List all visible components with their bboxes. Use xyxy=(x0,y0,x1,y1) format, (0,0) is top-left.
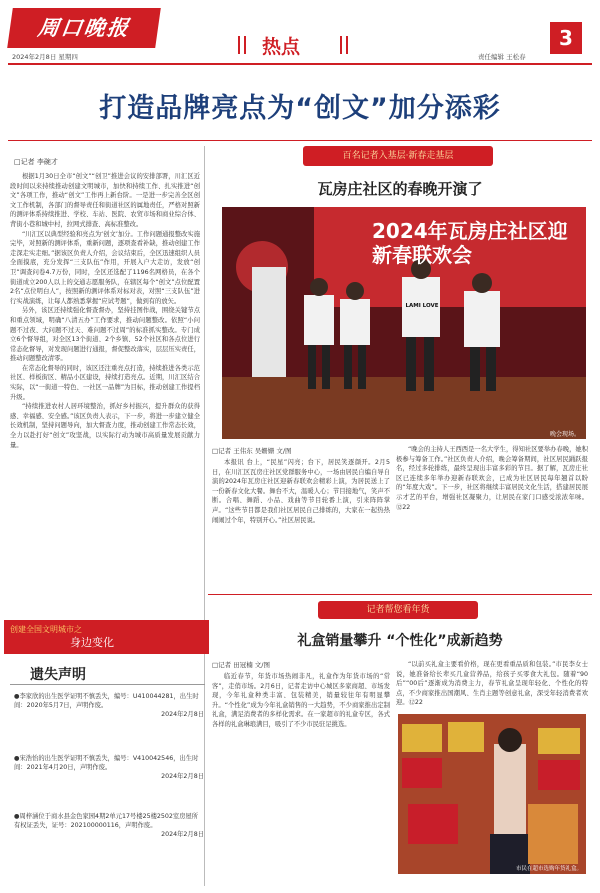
story2-title: 礼盒销量攀升 “个性化”成新趋势 xyxy=(297,633,503,649)
notice-text: ●李家欣的出生医学证明不慎丢失，编号：U410044281，出生时间：2020年5月7日，声明作废。 xyxy=(14,693,199,710)
lead-para: 另外，该区还持续强化督查督办，坚持挂图作战，围绕关键节点和重点领域，明确“八清五办”工作要求，推动问题整改。依照“小问题不过夜、大问题不过天、难问题不过周”的标准抓实整改。专门成立6个督导组，对全区13个街道、2个乡镇、52个社区和各点位进行常态化督导，对发现问题进行通报，督促整改落实，层层压实责任，推动问题整改清零。 xyxy=(10,307,200,363)
story2-top-rule xyxy=(208,594,592,595)
section-label: 热点 xyxy=(262,36,301,58)
story2-photo xyxy=(398,714,586,874)
lead-para: 根据1月30日全市“创文”“创卫”推进会议的安排部署，川汇区近段时间以来持续推动创建文明城市，加快和持续工作、扎实推进“创文”各项工作，推动“创文”工作再上新台阶。一是进一步完善全区创文工作机制，各部门的督导责任和街道社区的属地责任，严格对照新的测评体系持续推进、学校、车站、医院、农贸市场和商业综合体、背街小巷和城中村，拉网式排查、高标准整改。 xyxy=(10,173,200,228)
story2-byline: □记者 田冠楠 文/图 xyxy=(212,661,270,669)
photo1-credit: 晚会现场。 xyxy=(550,431,581,438)
story2-col2: “以前买礼盒主要看价格，现在更看重品质和包装。”市民李女士说，她准备给长辈买几盒营养品，给孩子买零食大礼包。随着“90后”“00后”逐渐成为消费主力，春节礼盒呈现年轻化、个性化的特点，不少商家推出国潮风、生肖主题等创意礼盒，深受年轻消费者欢迎。⑫22 xyxy=(396,661,588,707)
notice-rule xyxy=(10,684,205,685)
stage-banner-text: 2024年瓦房庄社区迎新春联欢会 xyxy=(372,219,568,267)
notice-item xyxy=(14,692,204,720)
story1-col1: 本报讯 台上，“民星”闪亮；台下，居民笑逐颜开。2月5日，在川汇区瓦房庄社区党群服务中心，一场由居民自编自导自演的2024年瓦房庄社区迎新春联欢会精彩上演，为居民送上了一份新春文化大餐。舞台不大，温暖人心；节目接地气，笑声不断。合唱、舞蹈、小品、戏曲等节目轮番上演，引来阵阵掌声。“这些节目都是我们社区居民自己排练的，大家在一起热热闹闹过个年，特别开心。”社区居民说。 xyxy=(212,459,390,524)
story2-col1: 临近春节，年货市场热闹非凡，礼盒作为年货市场的“常客”，走俏市场。2月6日，记者走访中心城区多家商超、市场发现，今年礼盒种类丰富、包装精美，销量较往年有明显攀升。“个性化”成为今年礼盒销售的一大趋势，不少商家推出定制礼盒，满足消费者的多样化需求。在一家超市的礼盒专区，各式各样的礼盒琳琅满目，吸引了不少市民驻足挑选。 xyxy=(212,673,390,728)
notice-date: 2024年2月8日 xyxy=(161,773,204,781)
notice-text: ●周梓涵位于商水县金色家园4期2单元17号楼25楼2502室房屋所有权证丢失，证号：202100000116，声明作废。 xyxy=(14,813,199,830)
issue-date: 2024年2月8日 星期四 xyxy=(12,53,78,61)
shopping-photo-icon xyxy=(398,714,586,874)
story1-photo xyxy=(222,207,586,439)
column-divider xyxy=(204,146,205,886)
notice-item xyxy=(14,812,204,840)
lead-story-body xyxy=(10,172,200,450)
notice-date: 2024年2月8日 xyxy=(161,831,204,839)
civility-banner-line2: 身边变化 xyxy=(70,636,114,649)
editor-credit: 责任编辑 王松春 xyxy=(478,53,526,61)
shirt-text: LAMI LOVE xyxy=(405,303,439,309)
story1-title: 瓦房庄社区的春晚开演了 xyxy=(317,180,483,198)
lead-para: 在常态化督导的同时，该区还注重亮点打造，持续推进各类示范社区、样板街区、精品小区建设，持续打造亮点。近期，川汇区结合实际，以“一街道一特色、一社区一品牌”为目标，推动创建工作提档升级。 xyxy=(10,364,200,401)
story1-caption: □记者 王伟东 吴姗姗 文/图 xyxy=(212,447,292,455)
civility-banner xyxy=(4,620,209,654)
main-headline: 打造品牌亮点为“创文”加分添彩 xyxy=(99,93,501,124)
notice-date: 2024年2月8日 xyxy=(161,711,204,719)
story1-col2: “晚会的主持人王西西是一名大学生，得知社区要举办春晚，她积极参与筹备工作。”社区负责人介绍，晚会筹备期间，社区居民踊跃报名，经过多轮排练，最终呈现出丰富多彩的节目。据了解，瓦房庄社区已连续多年举办迎新春联欢会，已成为社区居民每年翘首以盼的“年度大戏”。下一步，社区将继续丰富居民文化生活，搭建居民展示才艺的平台，增强社区凝聚力，让居民在家门口感受浓浓年味。⑫22 xyxy=(396,446,588,511)
notice-text: ●宋浩怡的出生医学证明不慎丢失，编号：V410042546，出生时间：2021年4月20日，声明作废。 xyxy=(14,755,199,772)
story1-banner xyxy=(208,146,592,168)
story1-banner-label: 百名记者入基层·新春走基层 xyxy=(303,146,493,166)
notice-title: 遗失声明 xyxy=(30,667,86,683)
masthead xyxy=(0,0,600,62)
story2-banner-label: 记者帮您看年货 xyxy=(318,601,478,619)
page-number: 3 xyxy=(550,22,582,54)
newspaper-logo: 周口晚报 xyxy=(7,8,161,48)
headline-rule xyxy=(8,140,592,141)
lead-para: “川汇区以典型经验和亮点为‘创文’加分。工作问题通报整改实施完毕，对照新的测评体系，重新问题，逐项查看补缺，推动创建工作走深走实走细。”据该区负责人介绍，会议结束后，全区迅速组织人员全面摸底，充分发挥“三支队伍”作用，开展入户大走访，发放“创卫”调查问卷4.7万份，同时，全区还选配了1196名网格员，在各个街道成立200人以上的交通志愿服务队，在辖区每个“创文”点位配置2名“点位明白人”，按照新的测评体系对标对表，对照“三支队伍”进行实战演练，让每人都熟悉掌握“应试考题”，做到有的放矢。 xyxy=(10,230,200,305)
notice-item xyxy=(14,754,204,782)
civility-banner-line1: 创建全国文明城市之 xyxy=(10,625,82,634)
story2-banner xyxy=(208,599,592,621)
top-rule xyxy=(8,63,592,65)
lead-para: “持续推进农村人居环境整治，抓好乡村振兴，提升群众的获得感、幸福感、安全感。”该区负责人表示，下一步，将进一步建立健全长效机制，坚持问题导向，加大督查力度，推动创建工作常态长效，全力以赴打好“创文”攻坚战，以实际行动为城市高质量发展贡献力量。 xyxy=(10,403,200,449)
photo2-credit: 市民在超市选购年货礼盒。 xyxy=(516,866,583,872)
lead-byline: □记者 李碗才 xyxy=(14,158,58,166)
